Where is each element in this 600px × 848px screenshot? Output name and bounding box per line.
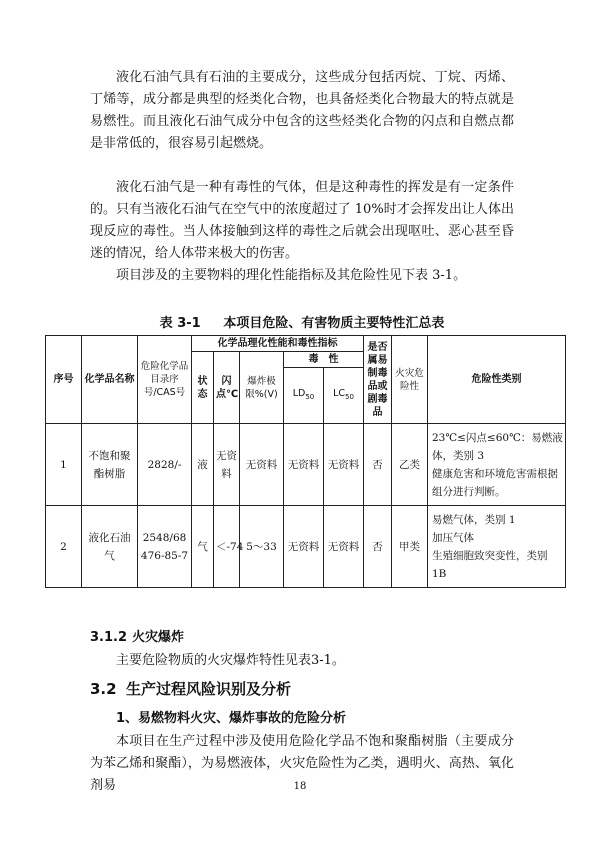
cell-fire: 乙类 xyxy=(392,424,428,506)
subsection-heading: 1、易燃物料火灾、爆炸事故的危险分析 xyxy=(116,711,347,726)
header-hazard: 危险性类别 xyxy=(428,336,566,424)
header-controlled: 是否属易制毒品或剧毒品 xyxy=(364,336,392,424)
hazard-table xyxy=(45,335,566,588)
paragraph-lpg-flammability: 液化石油气具有石油的主要成分，这些成分包括丙烷、丁烷、丙烯、丁烯等，成分都是典型的烃类化合物，也具备烃类化合物最大的特点就是易燃性。而且液化石油气成分中包含的这些烃类化合物的闪点和自燃点都是非常低的，很容易引起燃烧。 xyxy=(90,70,514,151)
cell-name: 液化石油气 xyxy=(82,506,138,588)
header-seq: 序号 xyxy=(46,336,82,424)
cell-lc50: 无资料 xyxy=(324,424,364,506)
section-number: 3.1.2 xyxy=(90,630,128,645)
section-heading-3-2 xyxy=(90,678,291,699)
paragraph-table-intro: 项目涉及的主要物料的理化性能指标及其危险性见下表 3-1。 xyxy=(116,268,467,283)
cell-lc50: 无资料 xyxy=(324,506,364,588)
cell-explosion: 5～33 xyxy=(240,506,284,588)
hazard-line: 生殖细胞致突变性，类别 1B xyxy=(432,549,548,580)
cell-name: 不饱和聚酯树脂 xyxy=(82,424,138,506)
header-flash: 闪点℃ xyxy=(214,352,240,424)
paragraph-fire-explosion: 主要危险物质的火灾爆炸特性见表3-1。 xyxy=(116,653,345,668)
header-lc50: $LC_{50}$ xyxy=(324,368,364,424)
hazard-line: 23℃≤闪点≤60℃：易燃液体，类别 3 xyxy=(432,431,563,462)
cell-explosion: 无资料 xyxy=(240,424,284,506)
header-ld50: $LD_{50}$ xyxy=(284,368,324,424)
cell-state: 气 xyxy=(192,506,214,588)
cell-flash: ＜-74 xyxy=(214,506,240,588)
hazard-line: 加压气体 xyxy=(432,531,474,544)
cell-seq: 2 xyxy=(46,506,82,588)
cell-ld50: 无资料 xyxy=(284,424,324,506)
header-state: 状态 xyxy=(192,352,214,424)
cell-controlled: 否 xyxy=(364,424,392,506)
hazard-line: 健康危害和环境危害需根据组分进行判断。 xyxy=(432,467,558,498)
cell-hazard xyxy=(428,424,566,506)
section-number: 3.2 xyxy=(90,680,117,698)
cell-fire: 甲类 xyxy=(392,506,428,588)
table-row xyxy=(46,506,566,588)
section-title: 生产过程风险识别及分析 xyxy=(126,680,292,698)
header-explosion: 爆炸极限%(V) xyxy=(240,352,284,424)
cell-hazard xyxy=(428,506,566,588)
paragraph-lpg-toxicity: 液化石油气是一种有毒性的气体，但是这种毒性的挥发是有一定条件的。只有当液化石油气在空气中的浓度超过了 10%时才会挥发出让人体出现反应的毒性。当人体接触到这样的毒性之后就会出现呕吐、恶心甚至昏迷的情况，给人体带来极大的伤害。 xyxy=(90,180,514,261)
paragraph-flammable-analysis: 本项目在生产过程中涉及使用危险化学品不饱和聚酯树脂（主要成分为苯乙烯和聚酯），为易燃液体，火灾危险性为乙类，遇明火、高热、氧化剂易 xyxy=(90,734,514,793)
hazard-line: 易燃气体，类别 1 xyxy=(432,513,516,526)
section-title: 火灾爆炸 xyxy=(132,630,185,645)
cell-ld50: 无资料 xyxy=(284,506,324,588)
cell-state: 液 xyxy=(192,424,214,506)
header-toxicity-group: 毒 性 xyxy=(284,352,364,368)
table-row xyxy=(46,424,566,506)
cell-catalog: 2548/68476-85-7 xyxy=(138,506,192,588)
header-fire: 火灾危险性 xyxy=(392,336,428,424)
table-caption: 表 3-1 本项目危险、有害物质主要特性汇总表 xyxy=(159,316,445,331)
header-catalog: 危险化学品目录序号/CAS号 xyxy=(138,336,192,424)
cell-catalog: 2828/- xyxy=(138,424,192,506)
cell-flash: 无资料 xyxy=(214,424,240,506)
cell-controlled: 否 xyxy=(364,506,392,588)
page-number: 18 xyxy=(293,781,307,792)
header-physchem-group: 化学品理化性能和毒性指标 xyxy=(192,336,364,352)
header-name: 化学品名称 xyxy=(82,336,138,424)
section-heading-3-1-2 xyxy=(90,626,184,645)
cell-seq: 1 xyxy=(46,424,82,506)
